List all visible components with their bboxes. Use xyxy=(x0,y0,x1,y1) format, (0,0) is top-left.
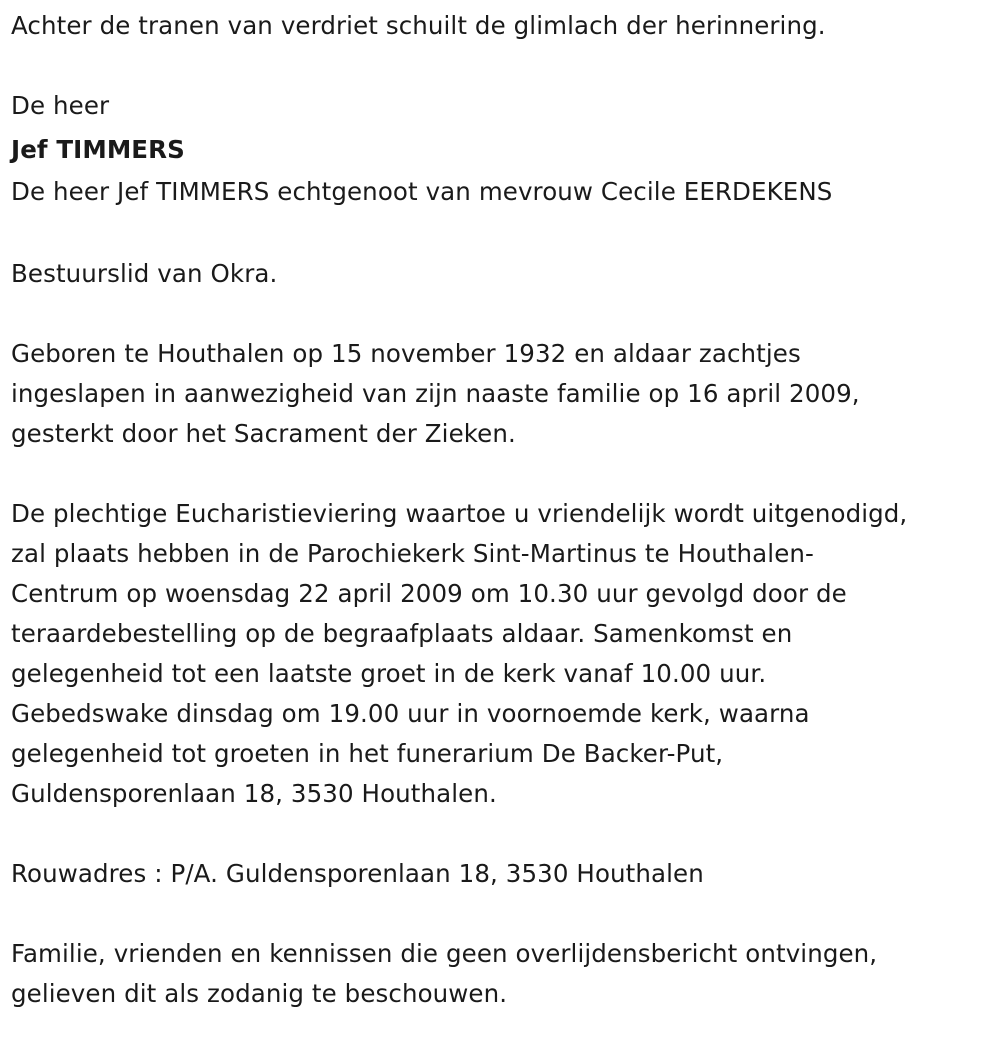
paragraph-line: Centrum op woensdag 22 april 2009 om 10.30 uur gevolgd door de xyxy=(11,579,847,608)
spacer xyxy=(11,894,986,934)
spouse-line: De heer Jef TIMMERS echtgenoot van mevrouw Cecile EERDEKENS xyxy=(11,177,833,206)
paragraph-line: gelegenheid tot een laatste groet in de kerk vanaf 10.00 uur. xyxy=(11,659,767,688)
spacer xyxy=(11,454,986,494)
paragraph-line: De plechtige Eucharistieviering waartoe u vriendelijk wordt uitgenodigd, xyxy=(11,499,908,528)
mourning-address: Rouwadres : P/A. Guldensporenlaan 18, 3530 Houthalen xyxy=(11,859,704,888)
spacer xyxy=(11,46,986,86)
paragraph-line: zal plaats hebben in de Parochiekerk Sint-Martinus te Houthalen- xyxy=(11,539,814,568)
paragraph-line: ingeslapen in aanwezigheid van zijn naaste familie op 16 april 2009, xyxy=(11,379,860,408)
spacer xyxy=(11,814,986,854)
paragraph-line: Guldensporenlaan 18, 3530 Houthalen. xyxy=(11,779,497,808)
deceased-name: Jef TIMMERS xyxy=(11,135,185,164)
paragraph-line: Geboren te Houthalen op 15 november 1932 en aldaar zachtjes xyxy=(11,339,801,368)
obituary-document xyxy=(11,0,986,1014)
paragraph-line: Gebedswake dinsdag om 19.00 uur in voornoemde kerk, waarna xyxy=(11,699,810,728)
paragraph-line: gesterkt door het Sacrament der Zieken. xyxy=(11,419,516,448)
paragraph-line: gelieven dit als zodanig te beschouwen. xyxy=(11,979,508,1008)
role-line: Bestuurslid van Okra. xyxy=(11,259,278,288)
paragraph-line: gelegenheid tot groeten in het funerarium De Backer-Put, xyxy=(11,739,724,768)
memorial-quote: Achter de tranen van verdriet schuilt de glimlach der herinnering. xyxy=(11,11,826,40)
spacer xyxy=(11,294,986,334)
spacer xyxy=(11,214,986,254)
ceremony-paragraph xyxy=(11,494,986,814)
paragraph-line: Familie, vrienden en kennissen die geen overlijdensbericht ontvingen, xyxy=(11,939,878,968)
salutation: De heer xyxy=(11,91,110,120)
closing-paragraph xyxy=(11,934,986,1014)
paragraph-line: teraardebestelling op de begraafplaats aldaar. Samenkomst en xyxy=(11,619,793,648)
birth-death-paragraph xyxy=(11,334,986,454)
